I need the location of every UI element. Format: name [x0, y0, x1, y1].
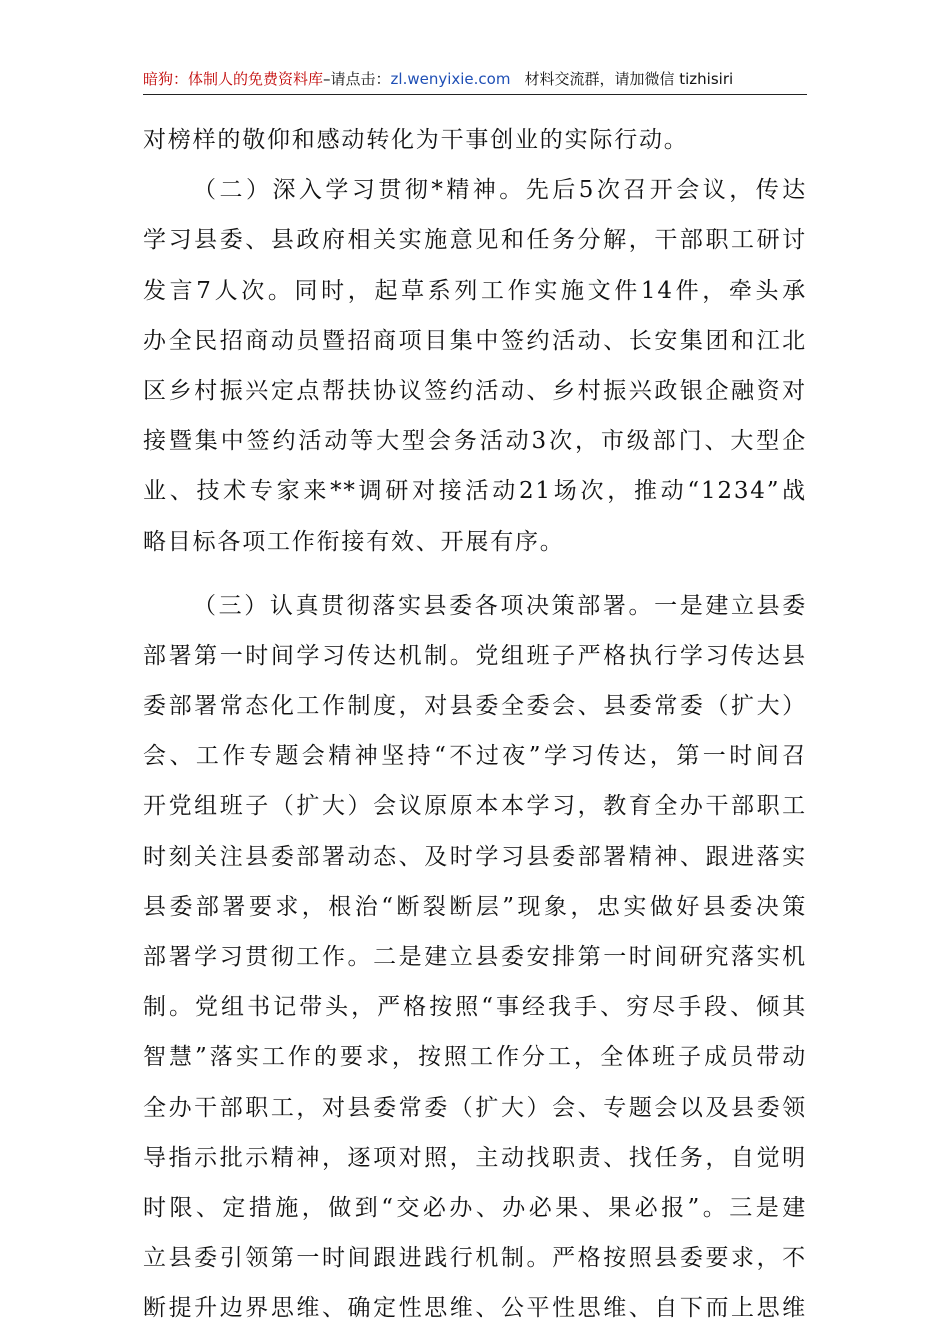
paragraph-line: 部署学习贯彻工作。二是建立县委安排第一时间研究落实机 [143, 944, 807, 970]
paragraph-line: 发言7人次。同时，起草系列工作实施文件14件，牵头承 [143, 277, 807, 304]
paragraph-2 [143, 165, 807, 567]
paragraph-line: 断提升边界思维、确定性思维、公平性思维、自下而上思维 [143, 1295, 807, 1322]
paragraph-line: 办全民招商动员暨招商项目集中签约活动、长安集团和江北 [143, 327, 807, 354]
paragraph-line: 对榜样的敬仰和感动转化为干事创业的实际行动。 [143, 127, 689, 153]
paragraph-line: 立县委引领第一时间跟进践行机制。严格按照县委要求，不 [143, 1245, 807, 1272]
paragraph-line: 部署第一时间学习传达机制。党组班子严格执行学习传达县 [143, 642, 807, 669]
paragraph-1 [143, 115, 807, 165]
paragraph-line: 制。党组书记带头，严格按照“事经我手、穷尽手段、倾其 [143, 994, 807, 1021]
page-header [143, 68, 807, 95]
paragraph-line: 接暨集中签约活动等大型会务活动3次，市级部门、大型企 [143, 428, 807, 455]
header-brand: 暗狗：体制人的免费资料库 [143, 70, 324, 88]
paragraph-line: 区乡村振兴定点帮扶协议签约活动、乡村振兴政银企融资对 [143, 377, 807, 404]
header-contact: 材料交流群，请加微信 tizhisiri [524, 70, 734, 88]
paragraph-line: 开党组班子（扩大）会议原原本本学习，教育全办干部职工 [143, 793, 807, 820]
paragraph-line: 时限、定措施，做到“交必办、办必果、果必报”。三是建 [143, 1194, 807, 1221]
paragraph-line: 县委部署要求，根治“断裂断层”现象，忠实做好县委决策 [143, 893, 807, 920]
paragraph-line: 全办干部职工，对县委常委（扩大）会、专题会以及县委领 [143, 1094, 807, 1121]
paragraph-line: 导指示批示精神，逐项对照，主动找职责、找任务，自觉明 [143, 1144, 807, 1171]
paragraph-line: 业、技术专家来**调研对接活动21场次，推动“1234”战 [143, 478, 807, 505]
header-prompt: –请点击： [323, 70, 391, 88]
paragraph-line: （二）深入学习贯彻*精神。先后5次召开会议，传达 [193, 177, 807, 204]
paragraph-line: 智慧”落实工作的要求，按照工作分工，全体班子成员带动 [143, 1044, 807, 1071]
paragraph-line: 会、工作专题会精神坚持“不过夜”学习传达，第一时间召 [143, 743, 807, 770]
paragraph-line: 学习县委、县政府相关实施意见和任务分解，干部职工研讨 [143, 227, 807, 254]
paragraph-line: 略目标各项工作衔接有效、开展有序。 [143, 528, 565, 555]
paragraph-line: 时刻关注县委部署动态、及时学习县委部署精神、跟进落实 [143, 843, 807, 870]
paragraph-line: （三）认真贯彻落实县委各项决策部署。一是建立县委 [193, 592, 807, 619]
paragraph-3 [143, 581, 807, 1334]
paragraph-line: 委部署常态化工作制度，对县委全委会、县委常委（扩大） [143, 693, 807, 720]
document-body [143, 115, 807, 1334]
header-url-link[interactable]: zl.wenyixie.com [390, 70, 511, 88]
paragraph-spacer [143, 567, 807, 581]
